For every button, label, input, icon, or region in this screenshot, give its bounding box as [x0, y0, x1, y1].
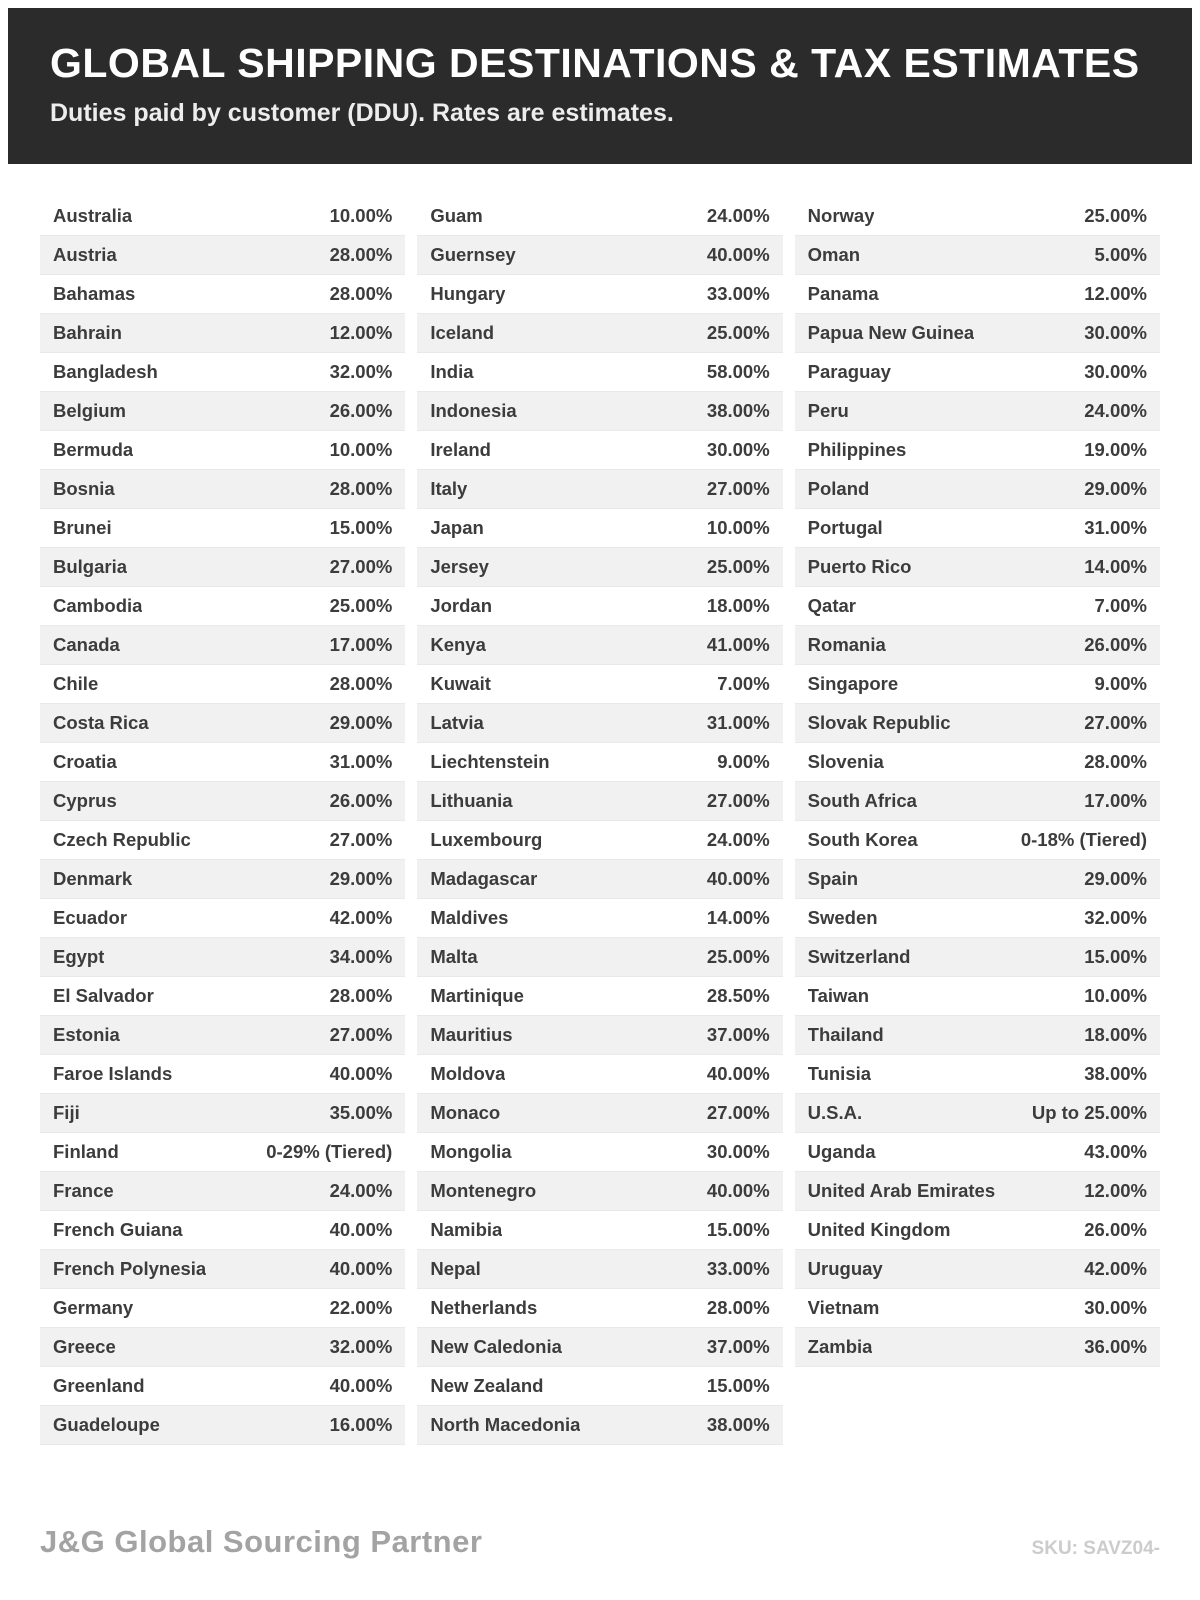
table-row — [40, 899, 405, 938]
table-row — [40, 1016, 405, 1055]
tax-rate: 31.00% — [329, 751, 393, 773]
country-name: Ireland — [430, 439, 491, 461]
tax-rate: 12.00% — [329, 322, 393, 344]
table-row — [40, 1055, 405, 1094]
table-row — [40, 1133, 405, 1172]
country-name: Malta — [430, 946, 478, 968]
tax-rate: 10.00% — [329, 439, 393, 461]
table-row — [40, 470, 405, 509]
country-name: Oman — [807, 244, 861, 266]
country-name: Czech Republic — [53, 829, 191, 851]
tax-rate: Up to 25.00% — [1031, 1102, 1147, 1124]
tax-rate: 32.00% — [329, 1336, 393, 1358]
table-row — [795, 431, 1160, 470]
brand-name: J&G Global Sourcing Partner — [40, 1524, 483, 1559]
country-name: Slovenia — [807, 751, 884, 773]
table-row — [795, 1328, 1160, 1367]
country-name: Estonia — [53, 1024, 120, 1046]
country-name: Slovak Republic — [807, 712, 951, 734]
tax-rate: 35.00% — [329, 1102, 393, 1124]
tax-rate: 30.00% — [1084, 1297, 1147, 1319]
tax-rate: 24.00% — [706, 205, 770, 227]
table-row — [417, 1328, 782, 1367]
tax-rate: 27.00% — [329, 1024, 393, 1046]
tax-rate: 18.00% — [1084, 1024, 1147, 1046]
tax-rate: 29.00% — [329, 868, 393, 890]
tax-rate: 38.00% — [706, 400, 770, 422]
tax-rate: 25.00% — [1084, 205, 1147, 227]
table-row — [40, 392, 405, 431]
country-name: Canada — [53, 634, 120, 656]
table-row — [417, 587, 782, 626]
table-row — [795, 1211, 1160, 1250]
country-name: Bahrain — [53, 322, 122, 344]
table-row — [795, 860, 1160, 899]
country-name: New Caledonia — [430, 1336, 562, 1358]
tax-rate: 12.00% — [1084, 1180, 1147, 1202]
tax-rate: 31.00% — [1084, 517, 1147, 539]
country-name: Finland — [53, 1141, 119, 1163]
tax-rate: 41.00% — [706, 634, 770, 656]
country-name: Jordan — [430, 595, 493, 617]
tax-rate: 26.00% — [1084, 1219, 1147, 1241]
tax-rate: 25.00% — [706, 322, 770, 344]
table-row — [417, 977, 782, 1016]
country-name: Croatia — [53, 751, 117, 773]
table-row — [40, 860, 405, 899]
tax-rate: 5.00% — [1094, 244, 1147, 266]
table-row — [795, 314, 1160, 353]
tax-rate: 36.00% — [1084, 1336, 1147, 1358]
table-row — [40, 1094, 405, 1133]
tax-rate: 28.00% — [1084, 751, 1147, 773]
tax-rate: 9.00% — [1094, 673, 1147, 695]
table-row — [417, 1211, 782, 1250]
table-row — [417, 665, 782, 704]
table-row — [417, 392, 782, 431]
tax-rate: 18.00% — [706, 595, 770, 617]
tax-rate: 15.00% — [706, 1219, 770, 1241]
tax-rate: 33.00% — [706, 1258, 770, 1280]
country-name: Brunei — [53, 517, 112, 539]
table-row — [795, 197, 1160, 236]
tax-rate: 26.00% — [329, 400, 393, 422]
tax-rate: 28.00% — [329, 985, 393, 1007]
country-name: French Guiana — [53, 1219, 183, 1241]
table-row — [40, 665, 405, 704]
tax-rate: 38.00% — [1084, 1063, 1147, 1085]
rates-table — [0, 164, 1200, 1445]
rates-column-2 — [417, 197, 782, 1445]
table-row — [417, 197, 782, 236]
tax-rate: 32.00% — [1084, 907, 1147, 929]
table-row — [417, 431, 782, 470]
country-name: Greenland — [53, 1375, 145, 1397]
table-row — [417, 1133, 782, 1172]
country-name: Kuwait — [430, 673, 491, 695]
country-name: Austria — [53, 244, 117, 266]
tax-rate: 26.00% — [329, 790, 393, 812]
table-row — [795, 743, 1160, 782]
country-name: South Africa — [807, 790, 917, 812]
table-row — [417, 899, 782, 938]
table-row — [417, 1016, 782, 1055]
country-name: Japan — [430, 517, 484, 539]
country-name: Fiji — [53, 1102, 80, 1124]
country-name: Maldives — [430, 907, 509, 929]
tax-rate: 32.00% — [329, 361, 393, 383]
country-name: Bermuda — [53, 439, 134, 461]
table-row — [795, 782, 1160, 821]
table-row — [40, 821, 405, 860]
table-row — [40, 1328, 405, 1367]
tax-rate: 30.00% — [706, 1141, 770, 1163]
table-row — [40, 938, 405, 977]
tax-rate: 40.00% — [329, 1258, 393, 1280]
tax-rate: 15.00% — [706, 1375, 770, 1397]
tax-rate: 28.00% — [329, 478, 393, 500]
table-row — [417, 509, 782, 548]
tax-rate: 27.00% — [706, 478, 770, 500]
table-row — [417, 1172, 782, 1211]
country-name: North Macedonia — [430, 1414, 581, 1436]
tax-rate: 40.00% — [329, 1219, 393, 1241]
table-row — [795, 509, 1160, 548]
tax-rate: 16.00% — [329, 1414, 393, 1436]
tax-rate: 7.00% — [1094, 595, 1147, 617]
page-subtitle: Duties paid by customer (DDU). Rates are estimates. — [50, 99, 674, 128]
table-row — [795, 899, 1160, 938]
tax-rate: 17.00% — [329, 634, 393, 656]
table-row — [40, 509, 405, 548]
table-row — [795, 704, 1160, 743]
table-row — [417, 782, 782, 821]
table-row — [40, 197, 405, 236]
tax-rate: 10.00% — [706, 517, 770, 539]
table-row — [417, 1055, 782, 1094]
tax-rate: 10.00% — [329, 205, 393, 227]
tax-rate: 29.00% — [1084, 478, 1147, 500]
tax-rate: 40.00% — [706, 1063, 770, 1085]
country-name: Chile — [53, 673, 99, 695]
tax-rate: 29.00% — [329, 712, 393, 734]
country-name: New Zealand — [430, 1375, 544, 1397]
table-row — [417, 1094, 782, 1133]
country-name: Liechtenstein — [430, 751, 550, 773]
tax-rate: 40.00% — [329, 1375, 393, 1397]
country-name: Monaco — [430, 1102, 501, 1124]
tax-rate: 22.00% — [329, 1297, 393, 1319]
table-row — [795, 353, 1160, 392]
table-row — [795, 275, 1160, 314]
table-row — [795, 470, 1160, 509]
table-row — [417, 353, 782, 392]
country-name: Romania — [807, 634, 886, 656]
country-name: Montenegro — [430, 1180, 537, 1202]
table-row — [40, 587, 405, 626]
country-name: Poland — [807, 478, 870, 500]
country-name: Uganda — [807, 1141, 876, 1163]
country-name: United Kingdom — [807, 1219, 951, 1241]
tax-rate: 24.00% — [1084, 400, 1147, 422]
country-name: Uruguay — [807, 1258, 883, 1280]
table-row — [40, 353, 405, 392]
country-name: Switzerland — [807, 946, 911, 968]
tax-rate: 34.00% — [329, 946, 393, 968]
tax-rate: 27.00% — [706, 790, 770, 812]
table-row — [795, 1172, 1160, 1211]
country-name: Vietnam — [807, 1297, 880, 1319]
table-row — [795, 587, 1160, 626]
country-name: Moldova — [430, 1063, 506, 1085]
table-row — [40, 1289, 405, 1328]
tax-rate: 7.00% — [717, 673, 770, 695]
country-name: Tunisia — [807, 1063, 872, 1085]
tax-rate: 9.00% — [717, 751, 770, 773]
tax-rate: 15.00% — [1084, 946, 1147, 968]
country-name: South Korea — [807, 829, 918, 851]
tax-rate: 25.00% — [706, 946, 770, 968]
table-row — [795, 665, 1160, 704]
country-name: French Polynesia — [53, 1258, 207, 1280]
tax-rate: 37.00% — [706, 1336, 770, 1358]
table-row — [40, 977, 405, 1016]
table-row — [417, 236, 782, 275]
country-name: United Arab Emirates — [807, 1180, 996, 1202]
table-row — [417, 314, 782, 353]
country-name: Hungary — [430, 283, 506, 305]
table-row — [795, 236, 1160, 275]
tax-rate: 28.00% — [329, 244, 393, 266]
country-name: Iceland — [430, 322, 495, 344]
tax-rate: 27.00% — [706, 1102, 770, 1124]
country-name: Singapore — [807, 673, 899, 695]
tax-rate: 40.00% — [706, 1180, 770, 1202]
tax-rate: 42.00% — [1084, 1258, 1147, 1280]
tax-rate: 40.00% — [329, 1063, 393, 1085]
country-name: Philippines — [807, 439, 907, 461]
table-row — [795, 1094, 1160, 1133]
tax-rate: 29.00% — [1084, 868, 1147, 890]
country-name: Greece — [53, 1336, 116, 1358]
country-name: Guernsey — [430, 244, 516, 266]
table-row — [417, 275, 782, 314]
country-name: Lithuania — [430, 790, 513, 812]
rates-column-3 — [795, 197, 1160, 1367]
table-row — [40, 704, 405, 743]
table-row — [795, 821, 1160, 860]
country-name: Norway — [807, 205, 875, 227]
country-name: Bosnia — [53, 478, 115, 500]
tax-rate: 28.50% — [706, 985, 770, 1007]
table-row — [417, 1367, 782, 1406]
country-name: Egypt — [53, 946, 105, 968]
tax-rate: 0-18% (Tiered) — [1020, 829, 1147, 851]
tax-rate: 40.00% — [706, 868, 770, 890]
country-name: Martinique — [430, 985, 524, 1007]
tax-rate: 42.00% — [329, 907, 393, 929]
country-name: Jersey — [430, 556, 489, 578]
table-row — [795, 1133, 1160, 1172]
tax-rate: 38.00% — [706, 1414, 770, 1436]
tax-rate: 33.00% — [706, 283, 770, 305]
table-row — [795, 1016, 1160, 1055]
table-row — [417, 1289, 782, 1328]
table-row — [795, 1055, 1160, 1094]
country-name: Zambia — [807, 1336, 873, 1358]
country-name: Paraguay — [807, 361, 891, 383]
country-name: Costa Rica — [53, 712, 149, 734]
country-name: Bangladesh — [53, 361, 158, 383]
tax-rate: 0-29% (Tiered) — [266, 1141, 393, 1163]
tax-rate: 25.00% — [329, 595, 393, 617]
sku-label: SKU: SAVZ04- — [1031, 1538, 1160, 1559]
country-name: Cambodia — [53, 595, 143, 617]
tax-rate: 31.00% — [706, 712, 770, 734]
country-name: Nepal — [430, 1258, 481, 1280]
table-row — [40, 431, 405, 470]
country-name: Sweden — [807, 907, 878, 929]
table-row — [795, 626, 1160, 665]
table-row — [40, 743, 405, 782]
country-name: France — [53, 1180, 114, 1202]
country-name: Peru — [807, 400, 849, 422]
tax-rate: 10.00% — [1084, 985, 1147, 1007]
tax-rate: 24.00% — [329, 1180, 393, 1202]
table-row — [417, 743, 782, 782]
tax-rate: 43.00% — [1084, 1141, 1147, 1163]
country-name: Puerto Rico — [807, 556, 912, 578]
table-row — [40, 548, 405, 587]
table-row — [417, 938, 782, 977]
country-name: Mongolia — [430, 1141, 512, 1163]
table-row — [417, 704, 782, 743]
table-row — [40, 1250, 405, 1289]
country-name: Qatar — [807, 595, 856, 617]
table-row — [795, 392, 1160, 431]
tax-rate: 30.00% — [1084, 322, 1147, 344]
table-row — [40, 314, 405, 353]
table-row — [40, 782, 405, 821]
tax-rate: 30.00% — [1084, 361, 1147, 383]
tax-rate: 17.00% — [1084, 790, 1147, 812]
country-name: U.S.A. — [807, 1102, 863, 1124]
table-row — [417, 1406, 782, 1445]
tax-rate: 58.00% — [706, 361, 770, 383]
tax-rate: 27.00% — [329, 556, 393, 578]
country-name: Faroe Islands — [53, 1063, 173, 1085]
country-name: Bahamas — [53, 283, 136, 305]
tax-rate: 14.00% — [1084, 556, 1147, 578]
page-title: GLOBAL SHIPPING DESTINATIONS & TAX ESTIMATES — [50, 40, 1140, 86]
country-name: Papua New Guinea — [807, 322, 975, 344]
tax-rate: 28.00% — [329, 283, 393, 305]
tax-rate: 40.00% — [706, 244, 770, 266]
tax-rate: 27.00% — [1084, 712, 1147, 734]
country-name: Germany — [53, 1297, 134, 1319]
country-name: Taiwan — [807, 985, 869, 1007]
tax-rate: 28.00% — [706, 1297, 770, 1319]
tax-rate: 12.00% — [1084, 283, 1147, 305]
country-name: Bulgaria — [53, 556, 128, 578]
country-name: Latvia — [430, 712, 484, 734]
country-name: Portugal — [807, 517, 883, 539]
table-row — [417, 1250, 782, 1289]
country-name: Mauritius — [430, 1024, 513, 1046]
table-row — [795, 1289, 1160, 1328]
tax-rate: 15.00% — [329, 517, 393, 539]
table-row — [417, 821, 782, 860]
tax-rate: 27.00% — [329, 829, 393, 851]
country-name: Italy — [430, 478, 468, 500]
table-row — [417, 626, 782, 665]
table-row — [795, 977, 1160, 1016]
tax-rate: 26.00% — [1084, 634, 1147, 656]
table-row — [795, 1250, 1160, 1289]
country-name: Belgium — [53, 400, 126, 422]
country-name: Luxembourg — [430, 829, 543, 851]
country-name: Thailand — [807, 1024, 884, 1046]
table-row — [417, 548, 782, 587]
country-name: Guadeloupe — [53, 1414, 160, 1436]
country-name: Panama — [807, 283, 879, 305]
table-row — [795, 938, 1160, 977]
table-row — [795, 548, 1160, 587]
country-name: Netherlands — [430, 1297, 538, 1319]
table-row — [40, 1367, 405, 1406]
table-row — [40, 626, 405, 665]
country-name: El Salvador — [53, 985, 154, 1007]
table-row — [40, 236, 405, 275]
rates-column-1 — [40, 197, 405, 1445]
country-name: Denmark — [53, 868, 133, 890]
table-row — [40, 1406, 405, 1445]
footer — [0, 1524, 1200, 1600]
table-row — [40, 1172, 405, 1211]
tax-rate: 19.00% — [1084, 439, 1147, 461]
tax-rate: 28.00% — [329, 673, 393, 695]
country-name: Indonesia — [430, 400, 517, 422]
country-name: Australia — [53, 205, 133, 227]
table-row — [417, 860, 782, 899]
tax-rate: 24.00% — [706, 829, 770, 851]
country-name: Namibia — [430, 1219, 503, 1241]
country-name: Kenya — [430, 634, 486, 656]
tax-rate: 37.00% — [706, 1024, 770, 1046]
tax-rate: 30.00% — [706, 439, 770, 461]
country-name: Spain — [807, 868, 859, 890]
table-row — [40, 1211, 405, 1250]
country-name: Madagascar — [430, 868, 538, 890]
table-row — [417, 470, 782, 509]
tax-rate: 14.00% — [706, 907, 770, 929]
header-banner — [8, 8, 1192, 164]
country-name: Ecuador — [53, 907, 128, 929]
tax-rate: 25.00% — [706, 556, 770, 578]
country-name: Guam — [430, 205, 483, 227]
table-row — [40, 275, 405, 314]
country-name: Cyprus — [53, 790, 117, 812]
country-name: India — [430, 361, 474, 383]
